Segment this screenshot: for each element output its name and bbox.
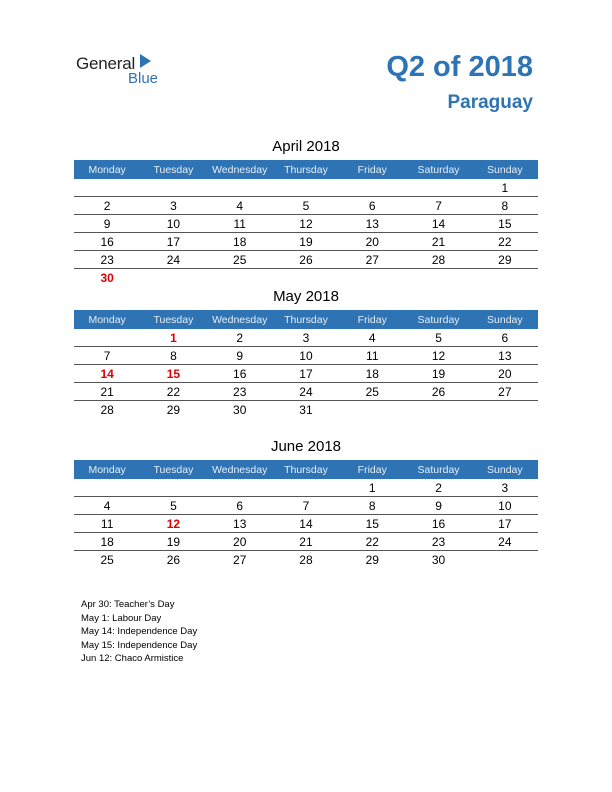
empty-day-cell xyxy=(472,551,538,569)
day-cell: 16 xyxy=(405,515,471,533)
day-cell: 23 xyxy=(74,251,140,269)
month-may xyxy=(74,287,538,418)
day-cell: 12 xyxy=(273,215,339,233)
day-cell: 11 xyxy=(74,515,140,533)
weekday-header: Friday xyxy=(339,460,405,479)
page-title: Q2 of 2018 xyxy=(386,51,533,83)
logo-flag-icon xyxy=(140,54,151,68)
empty-day-cell xyxy=(405,269,471,287)
country-name: Paraguay xyxy=(447,92,533,113)
weekday-header: Saturday xyxy=(405,160,471,179)
week-row xyxy=(74,479,538,497)
day-cell: 13 xyxy=(207,515,273,533)
day-cell: 8 xyxy=(140,347,206,365)
holiday-note: Jun 12: Chaco Armistice xyxy=(81,653,184,665)
day-cell: 29 xyxy=(472,251,538,269)
empty-day-cell xyxy=(74,329,140,347)
day-cell: 20 xyxy=(339,233,405,251)
day-cell: 28 xyxy=(405,251,471,269)
day-cell: 6 xyxy=(472,329,538,347)
day-cell: 17 xyxy=(140,233,206,251)
day-cell: 28 xyxy=(299,552,313,567)
day-cell: 29 xyxy=(166,402,181,417)
weekday-header: Wednesday xyxy=(207,310,273,329)
empty-day-cell xyxy=(207,179,273,197)
week-row xyxy=(74,329,538,347)
calendar-table xyxy=(74,310,538,418)
holiday-note: May 1: Labour Day xyxy=(81,612,162,624)
weekday-header: Monday xyxy=(74,160,140,179)
day-cell: 15 xyxy=(339,515,405,533)
weekday-header: Tuesday xyxy=(140,160,206,179)
week-row xyxy=(74,515,538,533)
week-row xyxy=(74,497,538,515)
day-cell: 27 xyxy=(472,383,538,401)
week-row xyxy=(74,347,538,365)
day-cell: 5 xyxy=(140,497,206,515)
weekday-header: Monday xyxy=(74,310,140,329)
holiday-note: May 15: Independence Day xyxy=(81,639,198,651)
calendar-table xyxy=(74,160,538,286)
week-row xyxy=(74,533,538,551)
holiday-note: Apr 30: Teacher’s Day xyxy=(81,599,175,610)
empty-day-cell xyxy=(472,401,538,419)
weekday-header: Monday xyxy=(74,460,140,479)
week-row xyxy=(74,401,538,419)
logo-general-text: General xyxy=(76,54,136,73)
day-cell: 7 xyxy=(74,347,140,365)
day-cell: 3 xyxy=(273,329,339,347)
day-cell: 14 xyxy=(273,515,339,533)
week-row xyxy=(74,383,538,401)
day-cell: 25 xyxy=(207,251,273,269)
day-cell: 23 xyxy=(207,383,273,401)
week-row xyxy=(74,215,538,233)
empty-day-cell xyxy=(207,479,273,497)
day-cell: 9 xyxy=(74,215,140,233)
day-cell: 20 xyxy=(207,533,273,551)
day-cell: 6 xyxy=(207,497,273,515)
day-cell: 27 xyxy=(339,251,405,269)
weekday-header: Friday xyxy=(339,160,405,179)
day-cell: 6 xyxy=(339,197,405,215)
day-cell: 4 xyxy=(207,197,273,215)
day-cell: 30 xyxy=(233,402,247,417)
empty-day-cell xyxy=(207,269,273,287)
empty-day-cell xyxy=(140,479,206,497)
day-cell: 2 xyxy=(207,329,273,347)
weekday-header: Thursday xyxy=(273,160,339,179)
week-row xyxy=(74,365,538,383)
day-cell: 18 xyxy=(74,533,140,551)
day-cell: 10 xyxy=(140,215,206,233)
day-cell: 15 xyxy=(472,215,538,233)
day-cell: 24 xyxy=(140,251,206,269)
day-cell: 30 xyxy=(431,552,446,567)
day-cell: 24 xyxy=(273,383,339,401)
day-cell: 12 xyxy=(140,515,206,533)
empty-day-cell xyxy=(140,179,206,197)
day-cell: 10 xyxy=(472,497,538,515)
day-cell: 11 xyxy=(207,215,273,233)
day-cell: 13 xyxy=(472,347,538,365)
weekday-header: Saturday xyxy=(405,310,471,329)
holiday-note: May 14: Independence Day xyxy=(81,626,198,638)
day-cell: 21 xyxy=(74,383,140,401)
logo-blue-text: Blue xyxy=(128,70,159,87)
day-cell: 1 xyxy=(140,329,206,347)
day-cell: 20 xyxy=(472,365,538,383)
day-cell: 22 xyxy=(339,533,405,551)
day-cell: 17 xyxy=(472,515,538,533)
weekday-header: Sunday xyxy=(472,160,538,179)
day-cell: 5 xyxy=(273,197,339,215)
week-row xyxy=(74,251,538,269)
weekday-header: Wednesday xyxy=(207,460,273,479)
week-row xyxy=(74,269,538,287)
month-title: April 2018 xyxy=(272,138,340,155)
day-cell: 5 xyxy=(405,329,471,347)
day-cell: 18 xyxy=(339,365,405,383)
empty-day-cell xyxy=(140,269,206,287)
day-cell: 22 xyxy=(140,383,206,401)
day-cell: 8 xyxy=(339,497,405,515)
empty-day-cell xyxy=(405,401,471,419)
week-row xyxy=(74,551,538,569)
day-cell: 3 xyxy=(140,197,206,215)
day-cell: 12 xyxy=(405,347,471,365)
day-cell: 7 xyxy=(273,497,339,515)
day-cell: 19 xyxy=(140,533,206,551)
day-cell: 11 xyxy=(339,347,405,365)
day-cell: 30 xyxy=(100,270,114,285)
calendar-table xyxy=(74,460,538,568)
empty-day-cell xyxy=(339,401,405,419)
day-cell: 22 xyxy=(472,233,538,251)
weekday-header: Saturday xyxy=(405,460,471,479)
day-cell: 2 xyxy=(74,197,140,215)
day-cell: 21 xyxy=(405,233,471,251)
day-cell: 25 xyxy=(339,383,405,401)
empty-day-cell xyxy=(472,269,538,287)
day-cell: 1 xyxy=(472,179,538,197)
weekday-header: Sunday xyxy=(472,460,538,479)
logo xyxy=(76,52,176,88)
day-cell: 13 xyxy=(339,215,405,233)
day-cell: 16 xyxy=(74,233,140,251)
day-cell: 19 xyxy=(405,365,471,383)
week-row xyxy=(74,179,538,197)
empty-day-cell xyxy=(339,179,405,197)
day-cell: 25 xyxy=(100,552,114,567)
day-cell: 27 xyxy=(233,552,247,567)
weekday-header: Tuesday xyxy=(140,310,206,329)
day-cell: 17 xyxy=(273,365,339,383)
day-cell: 28 xyxy=(100,402,114,417)
day-cell: 1 xyxy=(339,479,405,497)
month-title: June 2018 xyxy=(270,438,342,455)
empty-day-cell xyxy=(74,179,140,197)
month-june xyxy=(74,437,538,568)
empty-day-cell xyxy=(273,269,339,287)
weekday-header: Tuesday xyxy=(140,460,206,479)
day-cell: 4 xyxy=(339,329,405,347)
week-row xyxy=(74,197,538,215)
day-cell: 21 xyxy=(273,533,339,551)
day-cell: 4 xyxy=(74,497,140,515)
month-title: May 2018 xyxy=(273,288,339,305)
empty-day-cell xyxy=(273,479,339,497)
day-cell: 7 xyxy=(405,197,471,215)
empty-day-cell xyxy=(339,269,405,287)
day-cell: 10 xyxy=(273,347,339,365)
day-cell: 23 xyxy=(405,533,471,551)
weekday-header: Thursday xyxy=(273,310,339,329)
day-cell: 14 xyxy=(405,215,471,233)
day-cell: 19 xyxy=(273,233,339,251)
day-cell: 16 xyxy=(207,365,273,383)
day-cell: 8 xyxy=(472,197,538,215)
month-april xyxy=(74,137,538,286)
weekday-header: Wednesday xyxy=(207,160,273,179)
day-cell: 26 xyxy=(405,383,471,401)
empty-day-cell xyxy=(405,179,471,197)
day-cell: 24 xyxy=(472,533,538,551)
day-cell: 15 xyxy=(140,365,206,383)
week-row xyxy=(74,233,538,251)
day-cell: 9 xyxy=(207,347,273,365)
weekday-header: Friday xyxy=(339,310,405,329)
day-cell: 26 xyxy=(166,552,181,567)
weekday-header: Sunday xyxy=(472,310,538,329)
weekday-header: Thursday xyxy=(273,460,339,479)
day-cell: 14 xyxy=(74,365,140,383)
holiday-notes xyxy=(81,598,197,666)
empty-day-cell xyxy=(273,179,339,197)
day-cell: 9 xyxy=(405,497,471,515)
day-cell: 18 xyxy=(207,233,273,251)
day-cell: 2 xyxy=(405,479,471,497)
day-cell: 31 xyxy=(299,402,313,417)
day-cell: 26 xyxy=(273,251,339,269)
empty-day-cell xyxy=(74,479,140,497)
day-cell: 3 xyxy=(472,479,538,497)
day-cell: 29 xyxy=(365,552,379,567)
